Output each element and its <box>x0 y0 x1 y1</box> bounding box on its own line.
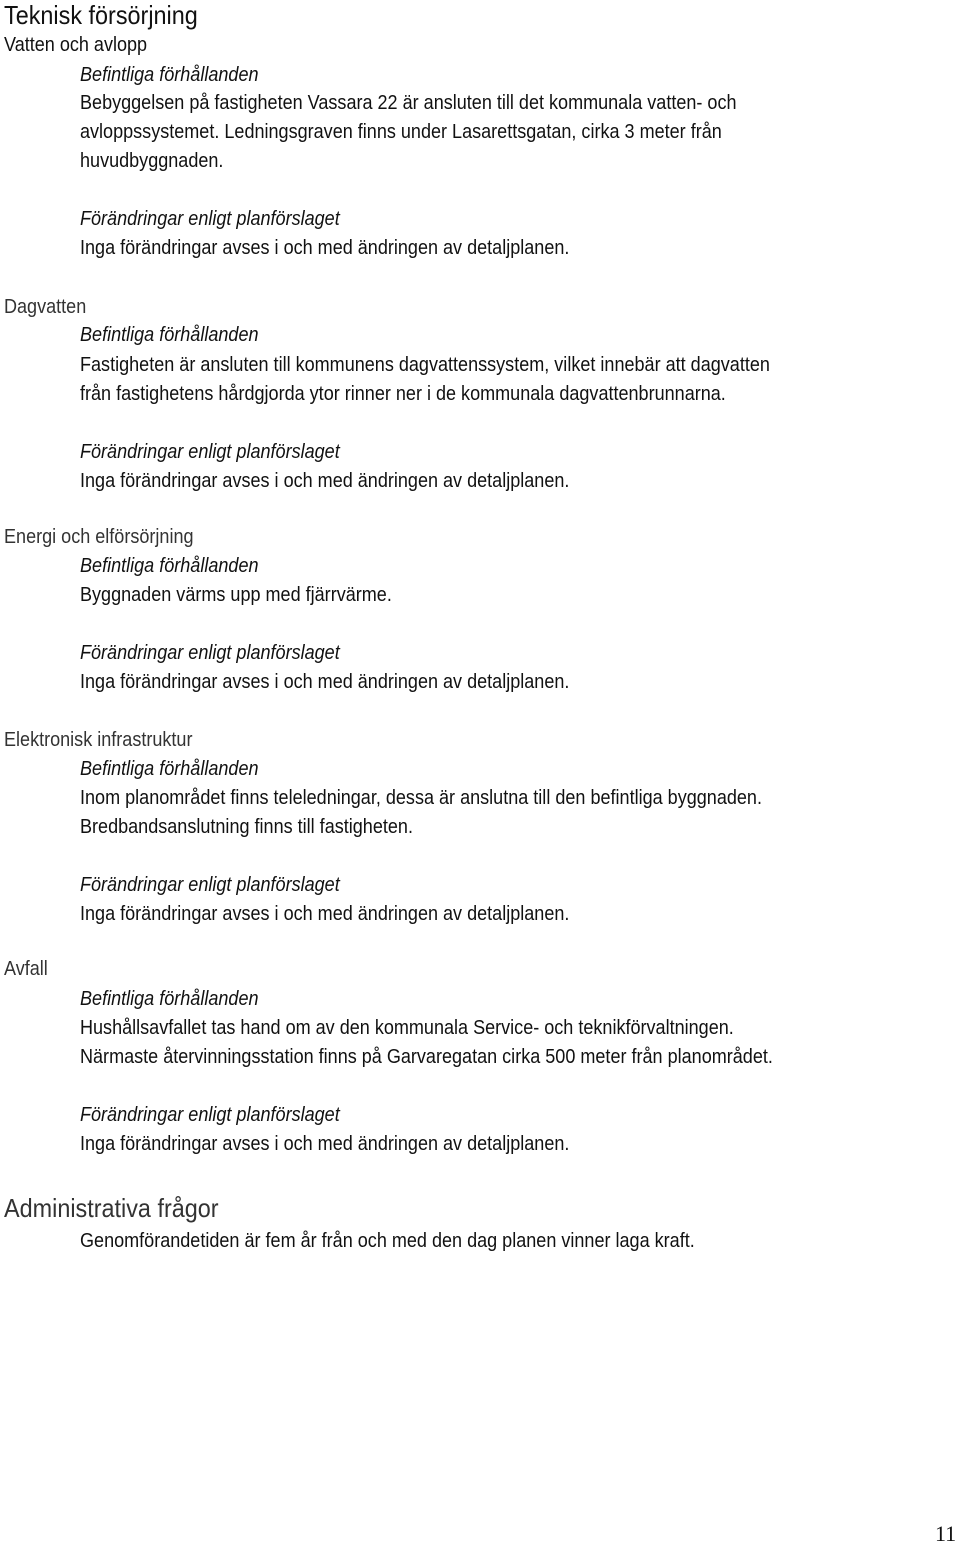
page-number: 11 <box>935 1521 957 1546</box>
subheading-existing: Befintliga förhållanden <box>80 63 259 86</box>
section-heading-dagvatten: Dagvatten <box>4 295 87 318</box>
body-line: Fastigheten är ansluten till kommunens dagvattenssystem, vilket innebär att dagvatten <box>80 353 770 376</box>
page-title: Teknisk försörjning <box>4 0 198 30</box>
body-line: från fastighetens hårdgjorda ytor rinner ner i de kommunala dagvattenbrunnarna. <box>80 382 726 405</box>
body-line: Inom planområdet finns teleledningar, dessa är anslutna till den befintliga byggnaden. <box>80 786 762 809</box>
section-heading-energi: Energi och elförsörjning <box>4 525 194 548</box>
body-line: Bredbandsanslutning finns till fastigheten. <box>80 815 413 838</box>
body-line: Inga förändringar avses i och med ändringen av detaljplanen. <box>80 1132 570 1155</box>
subheading-existing: Befintliga förhållanden <box>80 323 259 346</box>
body-line: avloppssystemet. Ledningsgraven finns under Lasarettsgatan, cirka 3 meter från <box>80 120 722 143</box>
body-line: Inga förändringar avses i och med ändringen av detaljplanen. <box>80 236 570 259</box>
subheading-change: Förändringar enligt planförslaget <box>80 641 340 664</box>
section-heading-vatten: Vatten och avlopp <box>4 33 148 56</box>
body-line: huvudbyggnaden. <box>80 149 224 172</box>
section-heading-avfall: Avfall <box>4 957 48 980</box>
body-line: Inga förändringar avses i och med ändringen av detaljplanen. <box>80 670 570 693</box>
body-line: Inga förändringar avses i och med ändringen av detaljplanen. <box>80 469 570 492</box>
subheading-change: Förändringar enligt planförslaget <box>80 207 340 230</box>
body-line: Bebyggelsen på fastigheten Vassara 22 är ansluten till det kommunala vatten- och <box>80 91 737 114</box>
body-line: Genomförandetiden är fem år från och med den dag planen vinner laga kraft. <box>80 1229 695 1252</box>
body-line: Hushållsavfallet tas hand om av den kommunala Service- och teknikförvaltningen. <box>80 1016 734 1039</box>
subheading-existing: Befintliga förhållanden <box>80 757 259 780</box>
section-heading-elektronisk: Elektronisk infrastruktur <box>4 728 193 751</box>
subheading-change: Förändringar enligt planförslaget <box>80 873 340 896</box>
subheading-change: Förändringar enligt planförslaget <box>80 1103 340 1126</box>
body-line: Närmaste återvinningsstation finns på Garvaregatan cirka 500 meter från planområdet. <box>80 1045 773 1068</box>
subheading-existing: Befintliga förhållanden <box>80 987 259 1010</box>
body-line: Byggnaden värms upp med fjärrvärme. <box>80 583 392 606</box>
subheading-existing: Befintliga förhållanden <box>80 554 259 577</box>
section-heading-admin: Administrativa frågor <box>4 1193 219 1223</box>
subheading-change: Förändringar enligt planförslaget <box>80 440 340 463</box>
body-line: Inga förändringar avses i och med ändringen av detaljplanen. <box>80 902 570 925</box>
